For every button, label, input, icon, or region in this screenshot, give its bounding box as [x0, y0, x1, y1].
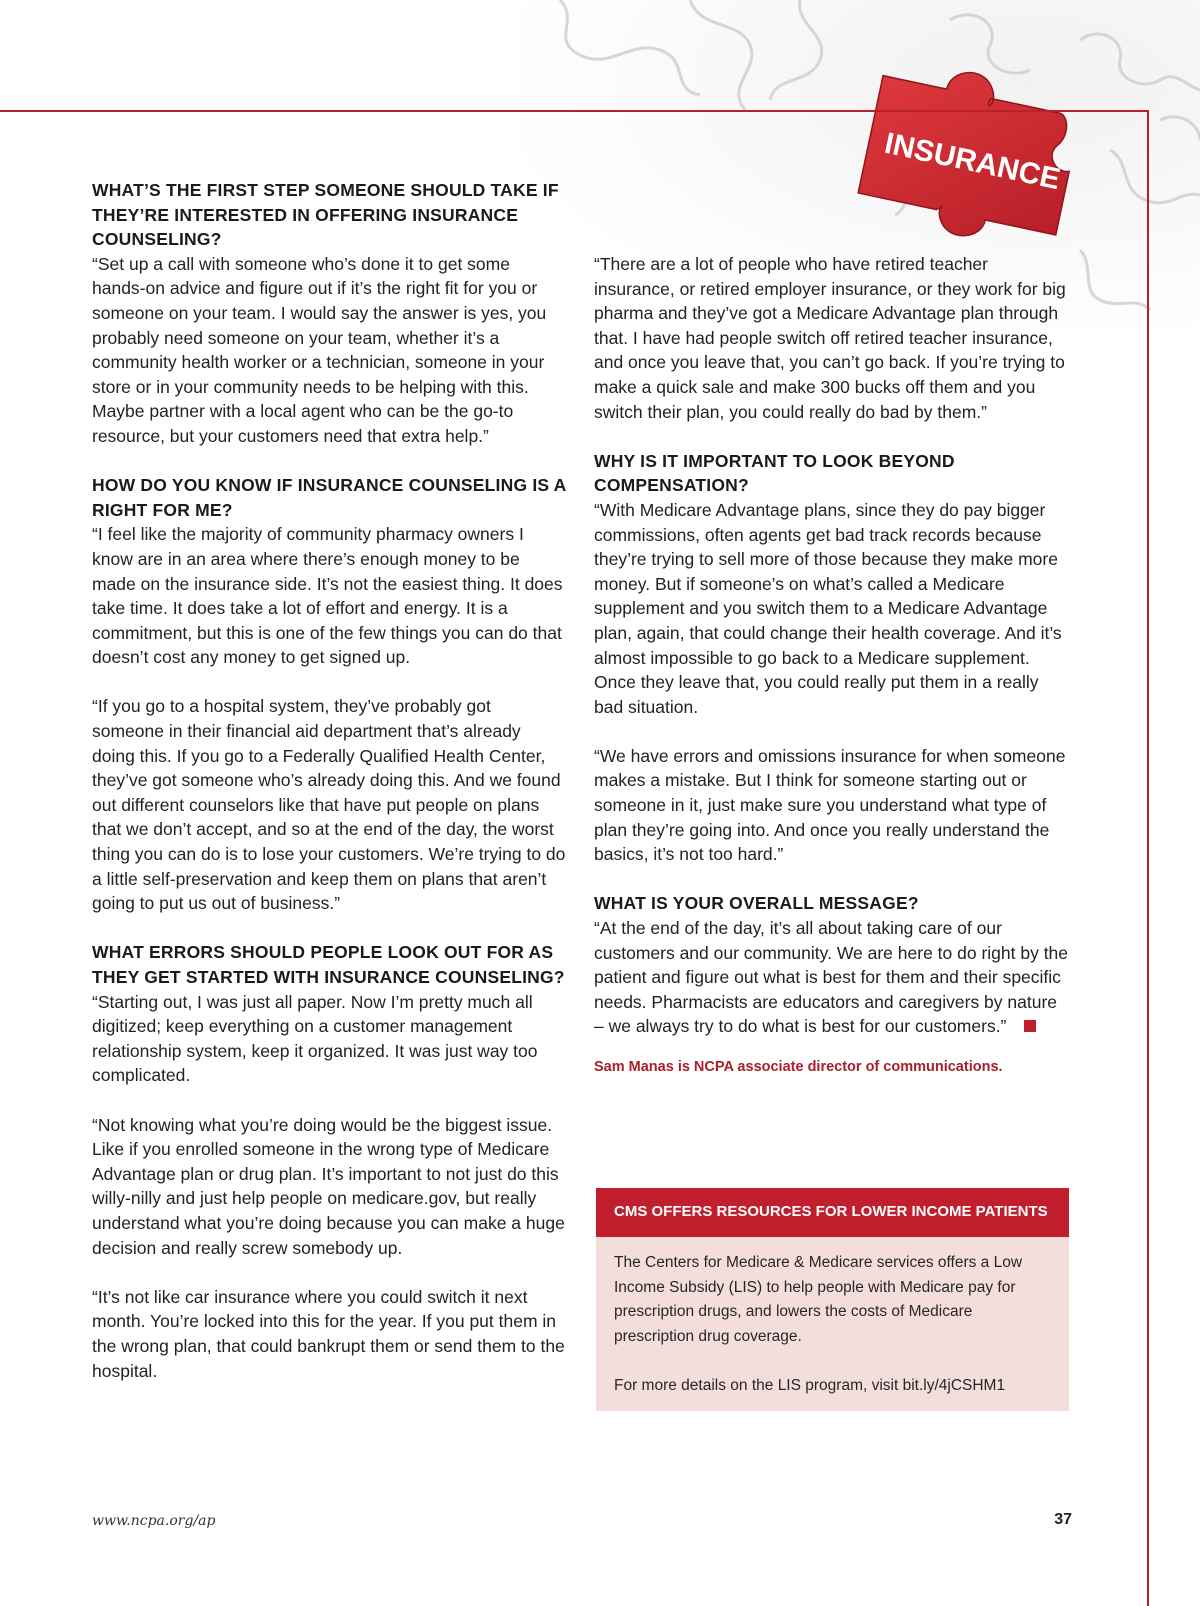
- answer-paragraph-final: [594, 916, 1070, 1039]
- sidebar-title: CMS OFFERS RESOURCES FOR LOWER INCOME PATIENTS: [596, 1188, 1069, 1237]
- answer-paragraph: “Set up a call with someone who’s done it to get some hands-on advice and figure out if it’s the right fit for you or someone on your team. I would say the answer is yes, you probably need someone on your team, whether it’s a community health worker or a technician, someone in your store or in your community needs to be helping with this. Maybe partner with a local agent who can be the go-to resource, but your customers need that extra help.”: [92, 253, 547, 446]
- left-column: [92, 178, 567, 1408]
- resource-sidebar-box: [596, 1188, 1069, 1411]
- answer-paragraph: “With Medicare Advantage plans, since they do pay bigger commissions, often agents get bad track records because they’re trying to sell more of those because they make more money. But if someone’s on what’s called a Medicare supplement and you switch them to a Medicare Advantage plan, again, that could change their health coverage. And it’s almost impossible to go back to a Medicare supplement. Once they leave that, you could really put them in a really bad situation.: [594, 499, 1062, 717]
- insurance-badge: INSURANCE: [881, 126, 1064, 197]
- question-heading-beyond-compensation: WHY IS IT IMPORTANT TO LOOK BEYOND COMPENSATION?: [594, 450, 955, 496]
- question-heading-first-step: WHAT’S THE FIRST STEP SOMEONE SHOULD TAKE IF THEY’RE INTERESTED IN OFFERING INSURANCE COUNSELING?: [92, 180, 559, 250]
- footer-url: www.ncpa.org/ap: [92, 1513, 216, 1529]
- sidebar-body-text: The Centers for Medicare & Medicare services offers a Low Income Subsidy (LIS) to help people with Medicare pay for prescription drugs, and lowers the costs of Medicare prescription drug coverage.: [614, 1254, 1023, 1345]
- answer-paragraph: “We have errors and omissions insurance for when someone makes a mistake. But I think for someone starting out or someone in it, just make sure you understand what type of plan they’re going into. And once you really understand the basics, it’s not too hard.”: [594, 745, 1066, 865]
- page-number: 37: [1054, 1511, 1072, 1528]
- question-heading-how-know: HOW DO YOU KNOW IF INSURANCE COUNSELING IS A RIGHT FOR ME?: [92, 475, 566, 520]
- answer-paragraph: “If you go to a hospital system, they’ve probably got someone in their financial aid department that’s already doing this. If you go to a Federally Qualified Health Center, they’ve got someone who’s already doing this. And we found out different counselors like that have put people on plans that we don’t accept, and so at the end of the day, the worst thing you can do is to lose your customers. We’re trying to do a little self-preservation and keep them on plans that aren’t going to put us out of business.”: [92, 696, 566, 914]
- red-frame-right-rule: [1147, 110, 1149, 1606]
- answer-paragraph: “It’s not like car insurance where you could switch it next month. You’re locked into this for the year. If you put them in the wrong plan, that could bankrupt them or send them to the hospital.: [92, 1286, 565, 1381]
- sidebar-link-text: For more details on the LIS program, visit bit.ly/4jCSHM1: [614, 1376, 1006, 1394]
- question-heading-errors: WHAT ERRORS SHOULD PEOPLE LOOK OUT FOR AS THEY GET STARTED WITH INSURANCE COUNSELING?: [92, 942, 565, 987]
- author-note: Sam Manas is NCPA associate director of communications.: [594, 1059, 1003, 1075]
- answer-paragraph: “Starting out, I was just all paper. Now I’m pretty much all digitized; keep everything on a customer management relationship system, keep it organized. It was just way too complicated.: [92, 991, 538, 1086]
- answer-paragraph-continued: “There are a lot of people who have retired teacher insurance, or retired employer insurance, or they work for big pharma and they’ve got a Medicare Advantage plan through that. I have had people switch off retired teacher insurance, and once you leave that, you can’t go back. If you’re trying to make a quick sale and make 300 bucks off them and you switch their plan, you could really do bad by them.”: [594, 254, 1066, 422]
- answer-paragraph: “I feel like the majority of community pharmacy owners I know are in an area where there’s enough money to be made on the insurance side. It’s not the easiest thing. It does take time. It does take a lot of effort and energy. It is a commitment, but this is one of the few things you can do that doesn’t cost any money to get signed up.: [92, 524, 563, 668]
- final-answer-text: “At the end of the day, it’s all about taking care of our customers and our community. We are here to do right by the patient and figure out what is best for them and their specific needs. Pharmacists are educators and caregivers by nature – we always try to do what is best for our customers.”: [594, 918, 1069, 1037]
- right-column: [594, 252, 1070, 1077]
- sidebar-body: [596, 1237, 1069, 1411]
- end-of-article-square-icon: [1024, 1020, 1036, 1032]
- red-frame-top-rule: [0, 110, 1149, 112]
- question-heading-overall-message: WHAT IS YOUR OVERALL MESSAGE?: [594, 893, 919, 914]
- answer-paragraph: “Not knowing what you’re doing would be the biggest issue. Like if you enrolled someone in the wrong type of Medicare Advantage plan or drug plan. It’s important to not just do this willy-nilly and just help people on medicare.gov, but really understand what you’re doing because you can make a huge decision and really screw somebody up.: [92, 1114, 565, 1258]
